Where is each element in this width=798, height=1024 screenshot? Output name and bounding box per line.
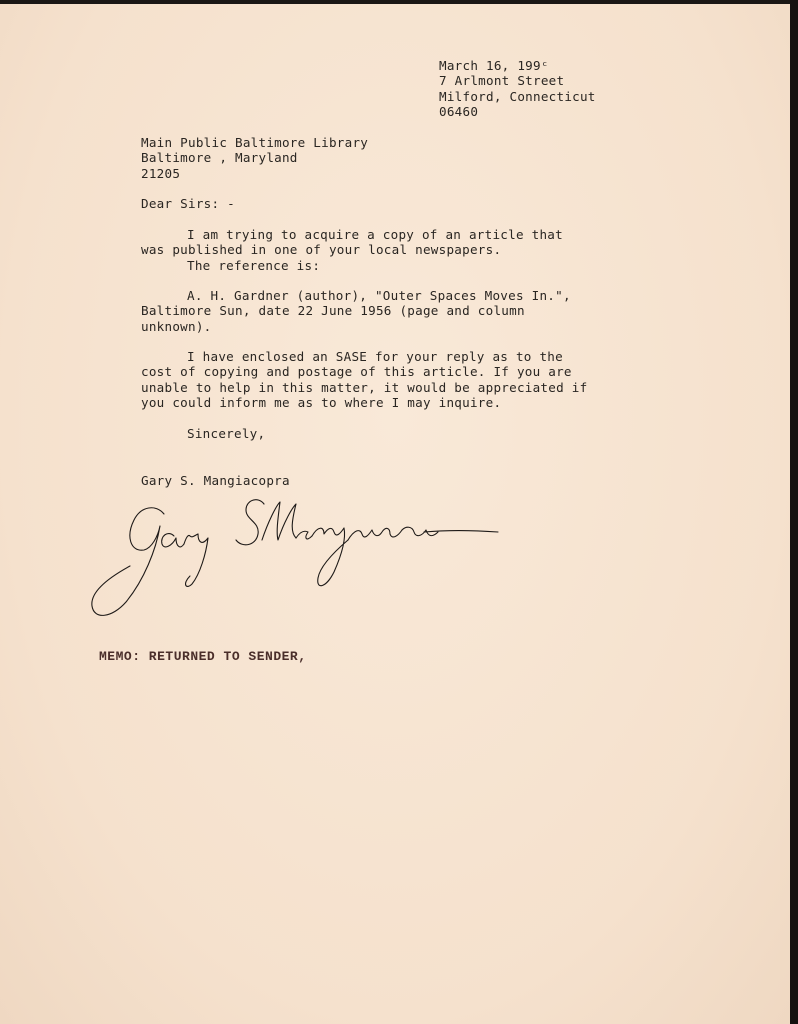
paragraph-line: unable to help in this matter, it would be appreciated if [141,379,588,395]
paragraph-line: you could inform me as to where I may inquire. [141,395,502,411]
scan-edge [790,0,798,1024]
sender-address [439,58,596,120]
closing [187,426,265,441]
recipient-name: Main Public Baltimore Library [141,135,369,150]
salutation-text: Dear Sirs: - [141,196,235,211]
paragraph-line: A. H. Gardner (author), "Outer Spaces Moves In.", [187,288,571,303]
recipient-city-state: Baltimore , Maryland [141,150,298,166]
sender-street: 7 Arlmont Street [439,73,565,89]
recipient-address [141,135,368,181]
typed-signature-name [141,473,290,488]
paragraph-line: I have enclosed an SASE for your reply as to the [187,349,563,364]
letter-date: March 16, 199ᶜ [439,58,549,73]
handwritten-signature [86,492,506,632]
paragraph-3 [141,349,587,411]
sender-city-state: Milford, Connecticut [439,88,596,104]
paragraph-2 [141,288,571,334]
salutation [141,196,235,211]
sender-zip: 06460 [439,104,479,120]
paragraph-line: cost of copying and postage of this article. If you are [141,364,572,380]
paragraph-line: unknown). [141,318,212,334]
paragraph-line: was published in one of your local newspapers. [141,242,502,258]
paragraph-line: Baltimore Sun, date 22 June 1956 (page and column [141,303,525,319]
typed-name-text: Gary S. Mangiacopra [141,473,290,488]
closing-text: Sincerely, [187,426,266,441]
paragraph-line: I am trying to acquire a copy of an article that [187,227,563,242]
memo-returned-to-sender: MEMO: RETURNED TO SENDER, [99,649,307,664]
recipient-zip: 21205 [141,165,181,181]
letter-page [0,4,790,1024]
paragraph-1 [141,227,563,273]
paragraph-line: The reference is: [187,257,321,273]
